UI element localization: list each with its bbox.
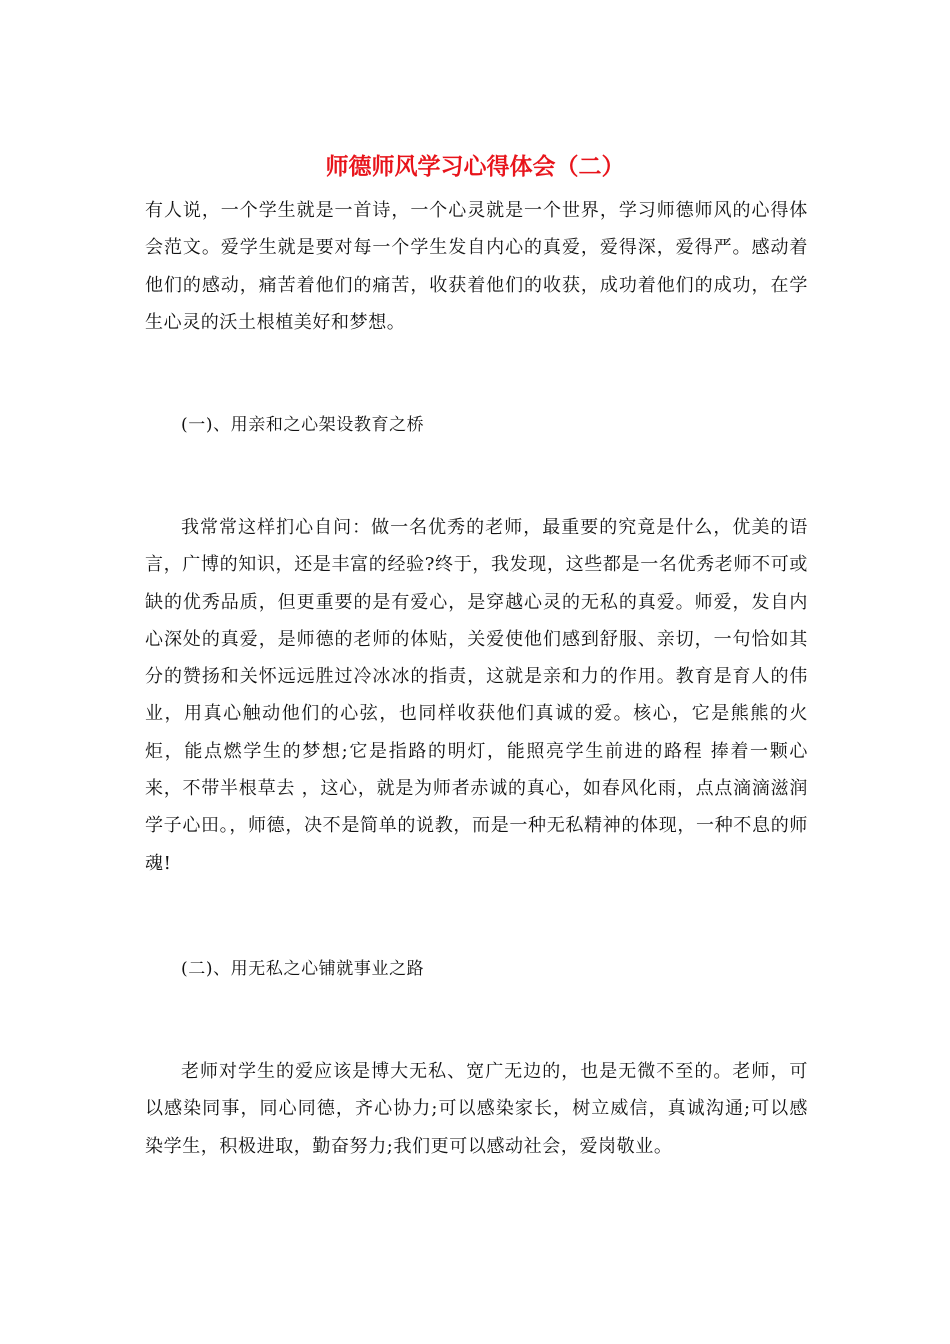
- section-1-heading: (一)、用亲和之心架设教育之桥: [181, 415, 425, 435]
- document-title: 师德师风学习心得体会（二）: [325, 154, 625, 180]
- section-1-paragraph: 我常常这样扪心自问：做一名优秀的老师，最重要的究竟是什么，优美的语言，广博的知识，还是丰富的经验?终于，我发现，这些都是一名优秀老师不可或缺的优秀品质，但更重要的是有爱心，是穿越心灵的无私的真爱。师爱，发自内心深处的真爱，是师德的老师的体贴，关爱使他们感到舒服、亲切，一句恰如其分的赞扬和关怀远远胜过冷冰冰的指责，这就是亲和力的作用。教育是育人的伟业，用真心触动他们的心弦，也同样收获他们真诚的爱。核心，它是熊熊的火炬，能点燃学生的梦想;它是指路的明灯，能照亮学生前进的路程 捧着一颗心来，不带半根草去 ，这心，就是为师者赤诚的真心，如春风化雨，点点滴滴滋润学子心田。，师德，决不是简单的说教，而是一种无私精神的体现，一种不息的师魂!: [145, 517, 808, 874]
- intro-paragraph: 有人说，一个学生就是一首诗，一个心灵就是一个世界，学习师德师风的心得体会范文。爱学生就是要对每一个学生发自内心的真爱，爱得深，爱得严。感动着他们的感动，痛苦着他们的痛苦，收获着他们的收获，成功着他们的成功，在学生心灵的沃土根植美好和梦想。: [145, 200, 808, 333]
- section-2-paragraph: 老师对学生的爱应该是博大无私、宽广无边的，也是无微不至的。老师，可以感染同事，同心同德，齐心协力;可以感染家长，树立威信，真诚沟通;可以感染学生，积极进取，勤奋努力;我们更可以感动社会，爱岗敬业。: [145, 1061, 808, 1157]
- section-2-heading: (二)、用无私之心铺就事业之路: [181, 959, 425, 979]
